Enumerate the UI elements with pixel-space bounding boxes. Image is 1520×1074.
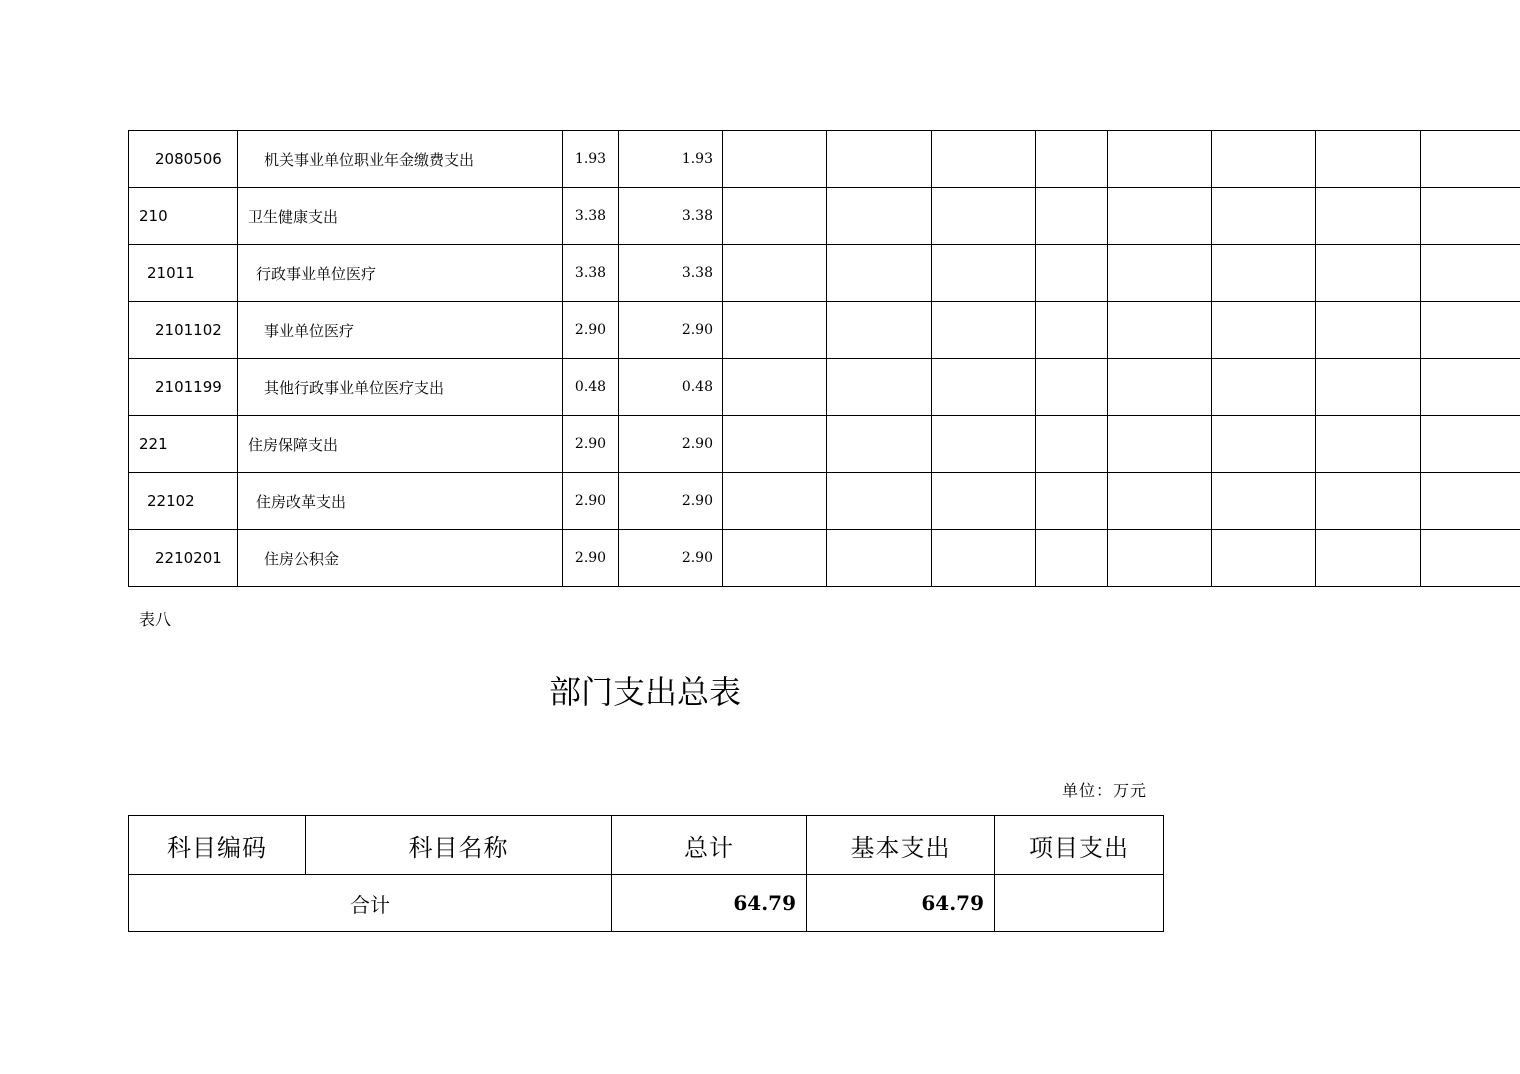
empty-cell xyxy=(723,359,827,416)
subject-code-cell: 221 xyxy=(129,416,238,473)
unit-label: 单位：万元 xyxy=(1062,781,1148,800)
empty-cell xyxy=(1108,188,1212,245)
empty-cell xyxy=(1316,302,1421,359)
subject-code-cell: 22102 xyxy=(129,473,238,530)
total-cell: 2.90 xyxy=(563,416,619,473)
empty-cell xyxy=(723,302,827,359)
empty-cell xyxy=(1212,302,1316,359)
empty-cell xyxy=(1316,530,1421,587)
total-cell: 1.93 xyxy=(563,131,619,188)
table-row xyxy=(129,530,1520,587)
empty-cell xyxy=(932,416,1036,473)
empty-cell xyxy=(1316,473,1421,530)
total-cell: 2.90 xyxy=(563,473,619,530)
subject-name-cell: 卫生健康支出 xyxy=(238,188,563,245)
total-project-amount xyxy=(995,875,1164,932)
empty-cell xyxy=(723,473,827,530)
empty-cell xyxy=(1108,131,1212,188)
empty-cell xyxy=(827,530,932,587)
empty-cell xyxy=(1108,245,1212,302)
subject-code-cell: 2101199 xyxy=(129,359,238,416)
basic-cell: 3.38 xyxy=(619,188,723,245)
subject-name-cell: 机关事业单位职业年金缴费支出 xyxy=(238,131,563,188)
empty-cell xyxy=(1316,188,1421,245)
empty-cell xyxy=(1036,131,1108,188)
empty-cell xyxy=(1212,530,1316,587)
total-row xyxy=(129,875,1164,932)
empty-cell xyxy=(723,530,827,587)
total-cell: 0.48 xyxy=(563,359,619,416)
expenditure-continuation-table xyxy=(128,130,1520,587)
header-basic-expenditure: 基本支出 xyxy=(807,816,995,875)
empty-cell xyxy=(1036,359,1108,416)
subject-name-cell: 住房保障支出 xyxy=(238,416,563,473)
subject-code-cell: 2210201 xyxy=(129,530,238,587)
table-row xyxy=(129,188,1520,245)
empty-cell xyxy=(1036,245,1108,302)
empty-cell xyxy=(1316,416,1421,473)
empty-cell xyxy=(723,416,827,473)
empty-cell xyxy=(1316,359,1421,416)
empty-cell xyxy=(1036,416,1108,473)
empty-cell xyxy=(932,188,1036,245)
table-row xyxy=(129,302,1520,359)
header-subject-name: 科目名称 xyxy=(306,816,612,875)
empty-cell xyxy=(827,131,932,188)
empty-cell xyxy=(1036,188,1108,245)
empty-cell xyxy=(1212,416,1316,473)
empty-cell xyxy=(723,188,827,245)
empty-cell xyxy=(1036,530,1108,587)
empty-cell xyxy=(827,473,932,530)
empty-cell xyxy=(723,131,827,188)
total-basic-amount: 64.79 xyxy=(807,875,995,932)
empty-cell xyxy=(1108,416,1212,473)
empty-cell xyxy=(1212,131,1316,188)
table-row xyxy=(129,131,1520,188)
total-label: 合计 xyxy=(129,875,612,932)
empty-cell xyxy=(1212,245,1316,302)
subject-code-cell: 2080506 xyxy=(129,131,238,188)
empty-cell xyxy=(1421,188,1520,245)
subject-name-cell: 行政事业单位医疗 xyxy=(238,245,563,302)
empty-cell xyxy=(1421,359,1520,416)
empty-cell xyxy=(1212,473,1316,530)
table-number-label: 表八 xyxy=(139,610,172,629)
total-cell: 3.38 xyxy=(563,188,619,245)
subject-name-cell: 住房公积金 xyxy=(238,530,563,587)
total-cell: 2.90 xyxy=(563,302,619,359)
subject-name-cell: 事业单位医疗 xyxy=(238,302,563,359)
empty-cell xyxy=(723,245,827,302)
table-row xyxy=(129,359,1520,416)
total-cell: 2.90 xyxy=(563,530,619,587)
basic-cell: 0.48 xyxy=(619,359,723,416)
empty-cell xyxy=(827,245,932,302)
basic-cell: 2.90 xyxy=(619,416,723,473)
empty-cell xyxy=(1421,473,1520,530)
subject-code-cell: 21011 xyxy=(129,245,238,302)
empty-cell xyxy=(827,302,932,359)
header-subject-code: 科目编码 xyxy=(129,816,306,875)
department-expenditure-summary-table xyxy=(128,815,1164,932)
basic-cell: 1.93 xyxy=(619,131,723,188)
empty-cell xyxy=(932,530,1036,587)
empty-cell xyxy=(1108,302,1212,359)
empty-cell xyxy=(1316,131,1421,188)
empty-cell xyxy=(1108,530,1212,587)
empty-cell xyxy=(932,359,1036,416)
empty-cell xyxy=(827,359,932,416)
table-row xyxy=(129,245,1520,302)
empty-cell xyxy=(1421,245,1520,302)
empty-cell xyxy=(827,188,932,245)
basic-cell: 2.90 xyxy=(619,473,723,530)
subject-code-cell: 2101102 xyxy=(129,302,238,359)
empty-cell xyxy=(1421,530,1520,587)
subject-code-cell: 210 xyxy=(129,188,238,245)
table-row xyxy=(129,416,1520,473)
empty-cell xyxy=(1212,359,1316,416)
empty-cell xyxy=(1108,473,1212,530)
table-row xyxy=(129,473,1520,530)
empty-cell xyxy=(932,473,1036,530)
empty-cell xyxy=(1212,188,1316,245)
subject-name-cell: 住房改革支出 xyxy=(238,473,563,530)
header-project-expenditure: 项目支出 xyxy=(995,816,1164,875)
empty-cell xyxy=(1108,359,1212,416)
basic-cell: 2.90 xyxy=(619,530,723,587)
total-cell: 3.38 xyxy=(563,245,619,302)
basic-cell: 2.90 xyxy=(619,302,723,359)
page-title: 部门支出总表 xyxy=(548,673,741,711)
empty-cell xyxy=(1316,245,1421,302)
empty-cell xyxy=(1421,302,1520,359)
total-amount: 64.79 xyxy=(612,875,807,932)
empty-cell xyxy=(932,302,1036,359)
empty-cell xyxy=(827,416,932,473)
basic-cell: 3.38 xyxy=(619,245,723,302)
empty-cell xyxy=(1421,131,1520,188)
subject-name-cell: 其他行政事业单位医疗支出 xyxy=(238,359,563,416)
empty-cell xyxy=(1036,302,1108,359)
empty-cell xyxy=(1036,473,1108,530)
header-row xyxy=(129,816,1164,875)
empty-cell xyxy=(932,245,1036,302)
empty-cell xyxy=(932,131,1036,188)
empty-cell xyxy=(1421,416,1520,473)
header-total: 总计 xyxy=(612,816,807,875)
